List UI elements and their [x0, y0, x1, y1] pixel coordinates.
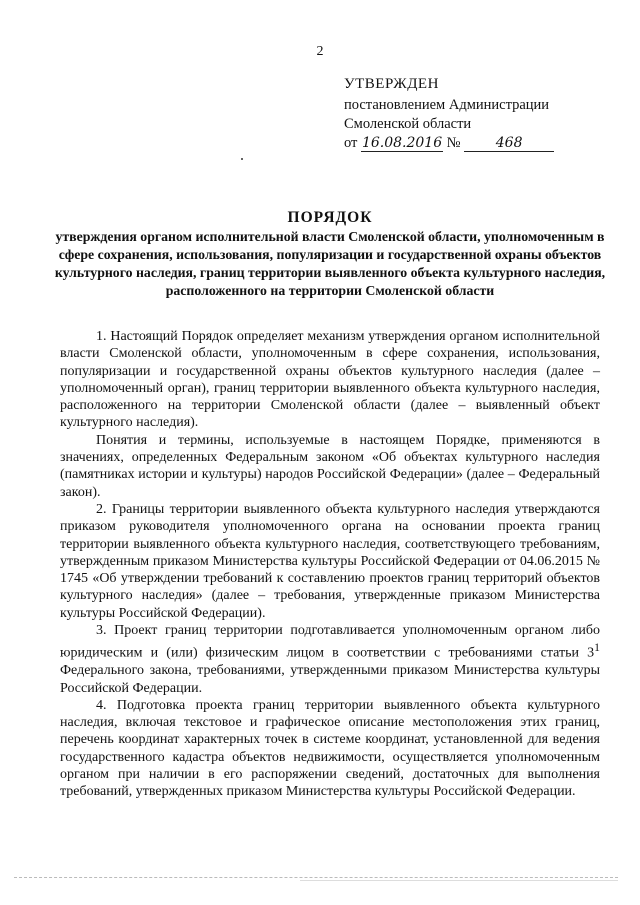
document-subtitle: утверждения органом исполнительной власти Смоленской области, уполномоченным в сфере сохранения, использования, популяризации и государственной охраны объектов культурного наследия, границ территории выявленного объекта культурного наследия, расположенного на территории Смоленской области	[54, 229, 606, 298]
handwritten-number: 468	[464, 136, 554, 152]
paragraph-2: 2. Границы территории выявленного объекта культурного наследия утверждаются приказом руководителя уполномоченного органа на основании проекта границ территории выявленного объекта культурного наследия, соответствующего требованиям, утвержденным приказом Министерства культуры Российской Федерации от 04.06.2015 № 1745 «Об утверждении требований к составлению проектов границ территорий объектов культурного наследия» (далее – требования, утвержденные приказом Министерства культуры Российской Федерации).	[60, 501, 600, 621]
scan-speck	[241, 158, 243, 160]
approval-block	[344, 75, 614, 153]
paragraph-1: 1. Настоящий Порядок определяет механизм утверждения органом исполнительной власти Смоленской области, уполномоченным в сфере сохранения, использования, популяризации и государственной охраны объектов культурного наследия (далее – уполномоченный орган), границ территории выявленного объекта культурного наследия, расположенного на территории Смоленской области (далее – выявленный объект культурного наследия).	[60, 329, 600, 431]
footer-scan-line	[14, 877, 618, 878]
paragraph-terms: Понятия и термины, используемые в настоящем Порядке, применяются в значениях, определенных Федеральным законом «Об объектах культурного наследия (памятниках истории и культуры) народов Российской Федерации» (далее – Федеральный закон).	[60, 432, 600, 500]
number-prefix: №	[446, 135, 461, 151]
handwritten-date: 16.08.2016	[361, 135, 443, 151]
page-number: 2	[316, 44, 324, 59]
paragraph-3-before: 3. Проект границ территории подготавливается уполномоченным органом либо юридическим и (или) физическим лицом в соответствии с требованиями статьи 3	[60, 623, 600, 661]
document-title: ПОРЯДОК	[287, 209, 373, 226]
paragraph-3	[60, 622, 600, 697]
approval-line-1: постановлением Администрации	[344, 97, 550, 113]
footer-scan-line-2	[300, 880, 618, 881]
approval-date-row	[344, 134, 614, 153]
approval-line-2: Смоленской области	[344, 116, 472, 132]
document-body	[60, 328, 600, 801]
paragraph-3-superscript: 1	[594, 641, 600, 655]
paragraph-3-after: Федерального закона, требованиями, утвержденными приказом Министерства культуры Российской Федерации.	[60, 663, 600, 696]
approval-title: УТВЕРЖДЕН	[344, 76, 439, 92]
date-prefix: от	[344, 135, 358, 151]
paragraph-4: 4. Подготовка проекта границ территории выявленного объекта культурного наследия, включая текстовое и графическое описание местоположения этих границ, перечень координат характерных точек в системе координат, установленной для ведения государственного кадастра объектов недвижимости, осуществляется уполномоченным органом при наличии в его распоряжении сведений, достаточных для выполнения требований, утвержденных приказом Министерства культуры Российской Федерации.	[60, 697, 600, 800]
